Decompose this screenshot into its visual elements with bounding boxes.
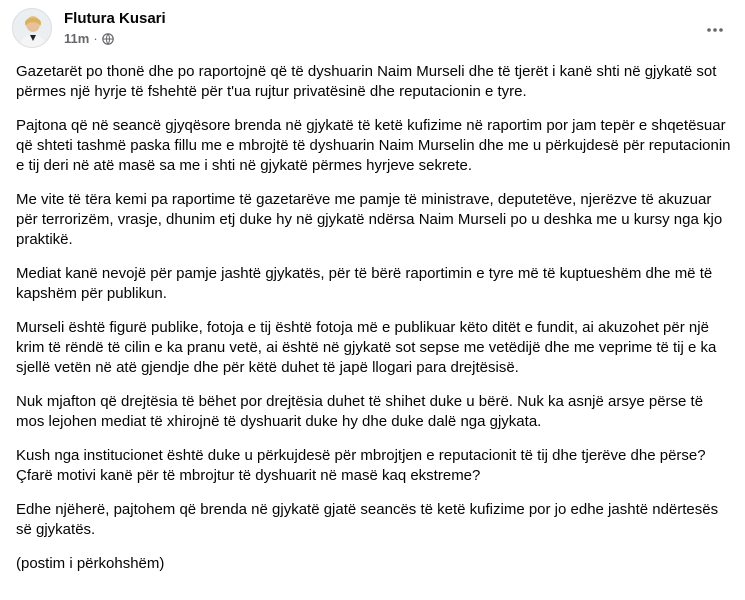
post-timestamp[interactable]: 11m — [64, 31, 90, 46]
post-paragraph: Nuk mjafton që drejtësia të bëhet por drejtësia duhet të shihet duke u bërë. Nuk ka asnjë arsye përse të mos lejohen mediat të xhirojnë të dyshuarit duke hy dhe duke dalë nga gjykata. — [16, 393, 704, 430]
post-paragraph: Mediat kanë nevojë për pamje jashtë gjykatës, për të bërë raportimin e tyre më të kuptueshëm dhe më të kapshëm për publikun. — [16, 265, 713, 302]
post-paragraph: Gazetarët po thonë dhe po raportojnë që të dyshuarin Naim Murseli dhe të tjerët i kanë shti në gjykatë sot përmes një hyrje të fshehtë për t'ua rujtur privatësinë dhe reputacionin e tyre. — [16, 63, 717, 100]
post-header — [12, 6, 733, 52]
post-paragraph: Me vite të tëra kemi pa raportime të gazetarëve me pamje të ministrave, deputetëve, njerëzve të akuzuar për terrorizëm, vrasje, dhunim etj duke hy në gjykatë ndërsa Naim Murseli po u deshka me u kursy nga kjo praktikë. — [16, 191, 723, 248]
profile-photo — [13, 9, 52, 48]
post-paragraph: Edhe njëherë, pajtohem që brenda në gjykatë gjatë seancës të ketë kufizime por jo edhe jashtë ndërtesës së gjykatës. — [16, 501, 719, 538]
author-name[interactable]: Flutura Kusari — [64, 10, 166, 27]
post-paragraph: Kush nga institucionet është duke u përkujdesë për mbrojtjen e reputacionit të tij dhe tjerëve dhe përse? Çfarë motivi kanë për të mbrojtur të dyshuarit në masë kaq ekstreme? — [16, 447, 706, 484]
post-paragraph: Pajtona që në seancë gjyqësore brenda në gjykatë të ketë kufizime në raportim por jam tepër e shqetësuar që shteti tashmë paska fillu me e mbrojtë të dyshuarin Naim Murselin dhe me u përkujdesë për reputacionin e tij deri në atë masë sa me i shti në gjykatë përmes hyrjeve sekrete. — [16, 117, 731, 174]
post-paragraph: Murseli është figurë publike, fotoja e tij është fotoja më e publikuar këto ditët e fundit, ai akuzohet për një krim të rëndë të cilin e ka pranu vetë, ai është në gjykatë sot sepse me vetëdijë dhe me veprime të tij e ka sjellë vetën në atë gjendje dhe për këtë duhet të japë llogari para drejtësisë. — [16, 319, 717, 376]
globe-icon[interactable] — [102, 33, 114, 45]
meta-separator: · — [93, 31, 98, 46]
more-options-button[interactable] — [697, 12, 733, 48]
post-paragraph: (postim i përkohshëm) — [16, 555, 165, 572]
more-horizontal-icon — [705, 20, 725, 40]
post-meta — [64, 31, 114, 46]
post-body — [16, 62, 731, 588]
avatar[interactable] — [12, 8, 52, 48]
